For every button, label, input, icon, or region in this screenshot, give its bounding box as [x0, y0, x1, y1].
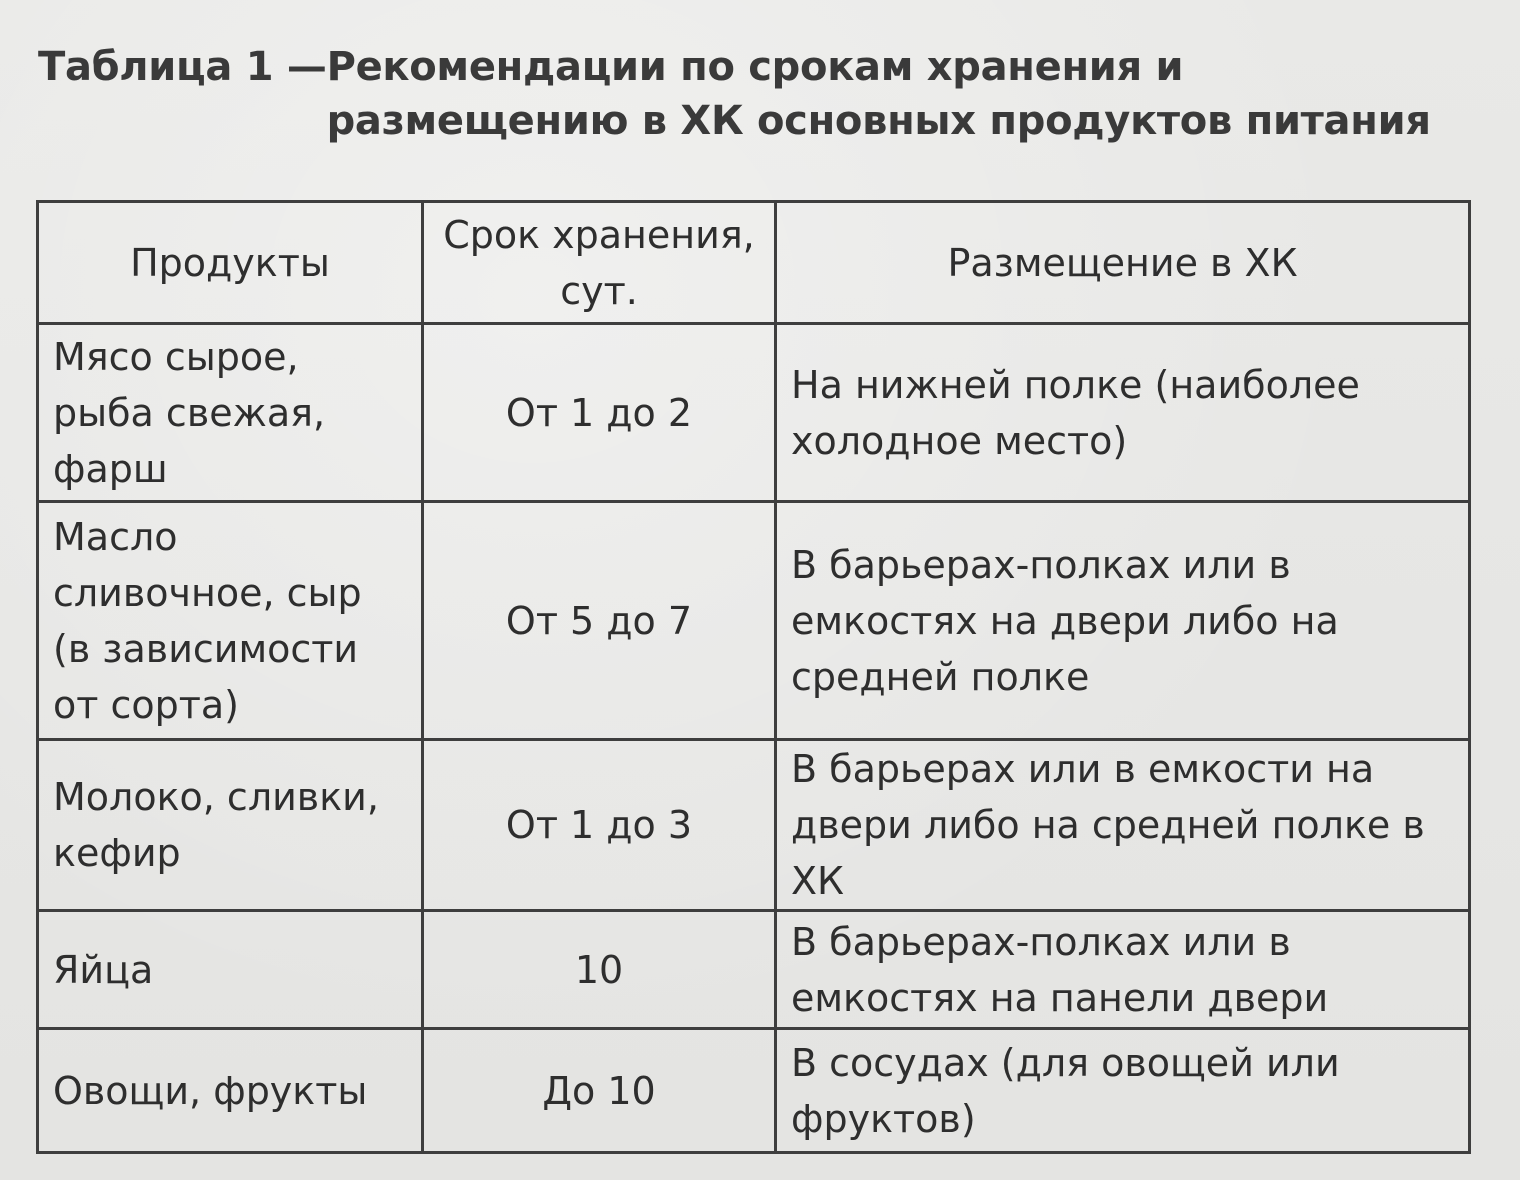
term-cell: От 1 до 2: [423, 324, 776, 502]
placement-cell: В барьерах-полках или в емкостях на двери либо на средней полке: [776, 502, 1470, 740]
term-cell: От 1 до 3: [423, 740, 776, 911]
table-header-row: [38, 202, 1470, 324]
table-row: [38, 1029, 1470, 1153]
term-cell: 10: [423, 911, 776, 1029]
term-cell: До 10: [423, 1029, 776, 1153]
placement-cell: В барьерах-полках или в емкостях на панели двери: [776, 911, 1470, 1029]
product-cell: Масло сливочное, сыр (в зависимости от сорта): [38, 502, 423, 740]
product-cell: Мясо сырое, рыба свежая, фарш: [38, 324, 423, 502]
table-row: [38, 740, 1470, 911]
table-caption: [38, 40, 1478, 148]
header-placement: Размещение в ХК: [776, 202, 1470, 324]
table-title: Рекомендации по срокам хранения и размещению в ХК основных продуктов питания: [326, 44, 1431, 144]
storage-table: [36, 200, 1471, 1154]
term-cell: От 5 до 7: [423, 502, 776, 740]
table-number: Таблица 1 —: [38, 44, 327, 90]
placement-cell: На нижней полке (наиболее холодное место): [776, 324, 1470, 502]
table-row: [38, 502, 1470, 740]
product-cell: Молоко, сливки, кефир: [38, 740, 423, 911]
placement-cell: В сосудах (для овощей или фруктов): [776, 1029, 1470, 1153]
table-row: [38, 911, 1470, 1029]
product-cell: Овощи, фрукты: [38, 1029, 423, 1153]
product-cell: Яйца: [38, 911, 423, 1029]
table-row: [38, 324, 1470, 502]
placement-cell: В барьерах или в емкости на двери либо на средней полке в ХК: [776, 740, 1470, 911]
header-storage-term: Срок хранения, сут.: [423, 202, 776, 324]
header-products: Продукты: [38, 202, 423, 324]
